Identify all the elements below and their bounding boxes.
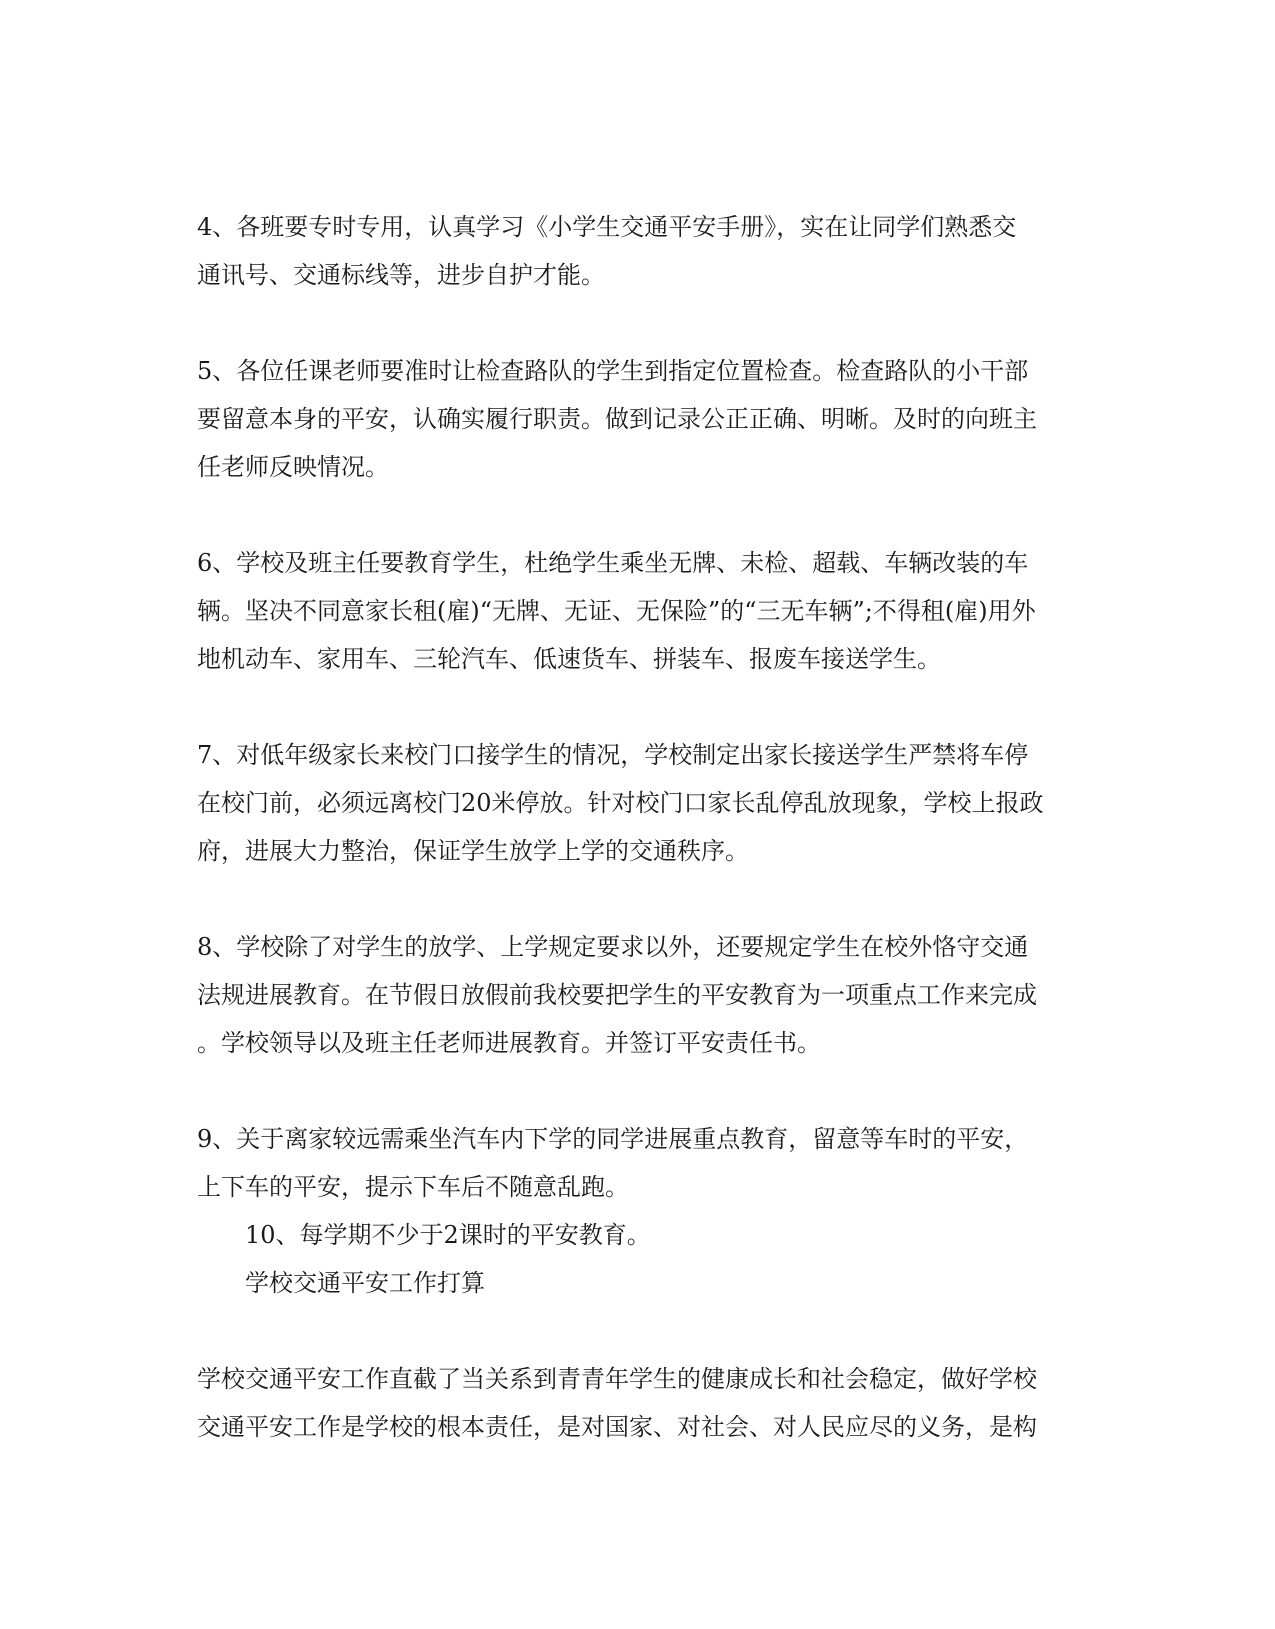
text-line: 地机动车、家用车、三轮汽车、低速货车、拼装车、报废车接送学生。: [197, 645, 941, 673]
text-line: 法规进展教育。在节假日放假前我校要把学生的平安教育为一项重点工作来完成: [197, 981, 1037, 1009]
paragraph-item-5: [197, 347, 1087, 491]
text-line: 学校交通平安工作直截了当关系到青青年学生的健康成长和社会稳定，做好学校: [197, 1365, 1037, 1393]
paragraph-closing: [197, 1355, 1087, 1451]
paragraph-item-6: [197, 539, 1087, 683]
text-line: 在校门前，必须远离校门20米停放。针对校门口家长乱停乱放现象，学校上报政: [197, 789, 1044, 817]
text-line: 府，进展大力整治，保证学生放学上学的交通秩序。: [197, 837, 749, 865]
text-line: 通讯号、交通标线等，进步自护才能。: [197, 261, 605, 289]
paragraph-item-10: [197, 1211, 1087, 1259]
paragraph-item-9: [197, 1115, 1087, 1211]
text-line: 上下车的平安，提示下车后不随意乱跑。: [197, 1173, 629, 1201]
text-line: 5、各位任课老师要准时让检查路队的学生到指定位置检查。检查路队的小干部: [197, 357, 1029, 385]
paragraph-item-8: [197, 923, 1087, 1067]
paragraph-item-4: [197, 203, 1087, 299]
text-line: 7、对低年级家长来校门口接学生的情况，学校制定出家长接送学生严禁将车停: [197, 741, 1029, 769]
text-line: 4、各班要专时专用，认真学习《小学生交通平安手册》，实在让同学们熟悉交: [197, 213, 1017, 241]
text-line: 交通平安工作是学校的根本责任，是对国家、对社会、对人民应尽的义务，是构: [197, 1413, 1037, 1441]
text-line: 8、学校除了对学生的放学、上学规定要求以外，还要规定学生在校外恪守交通: [197, 933, 1029, 961]
paragraph-item-7: [197, 731, 1087, 875]
section-title: [197, 1259, 1087, 1307]
text-line: 任老师反映情况。: [197, 453, 389, 481]
text-line: 辆。坚决不同意家长租(雇)“无牌、无证、无保险”的“三无车辆”;不得租(雇)用外: [197, 597, 1036, 625]
text-line: 要留意本身的平安，认确实履行职责。做到记录公正正确、明晰。及时的向班主: [197, 405, 1037, 433]
section-title-text: 学校交通平安工作打算: [245, 1269, 485, 1297]
text-line: 。学校领导以及班主任老师进展教育。并签订平安责任书。: [197, 1029, 821, 1057]
text-line: 9、关于离家较远需乘坐汽车内下学的同学进展重点教育，留意等车时的平安，: [197, 1125, 1029, 1153]
text-line: 10、每学期不少于2课时的平安教育。: [245, 1221, 651, 1249]
document-body: [197, 203, 1087, 1451]
text-line: 6、学校及班主任要教育学生，杜绝学生乘坐无牌、未检、超载、车辆改装的车: [197, 549, 1029, 577]
